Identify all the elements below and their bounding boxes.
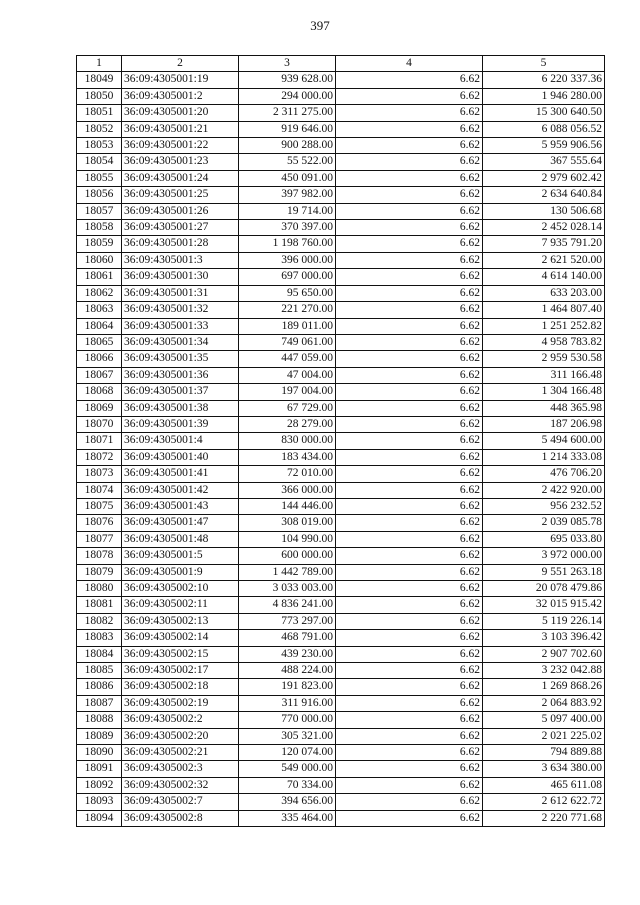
amount-cell: 1 214 333.08 xyxy=(483,449,605,465)
cadastral-number-cell: 36:09:4305001:40 xyxy=(122,449,239,465)
rate-cell: 6.62 xyxy=(336,646,483,662)
amount-cell: 4 614 140.00 xyxy=(483,269,605,285)
amount-cell: 476 706.20 xyxy=(483,466,605,482)
amount-cell: 1 304 166.48 xyxy=(483,384,605,400)
table-row xyxy=(77,531,605,547)
row-number-cell: 18058 xyxy=(77,220,122,236)
row-number-cell: 18071 xyxy=(77,433,122,449)
row-number-cell: 18055 xyxy=(77,170,122,186)
value-cell: 70 334.00 xyxy=(239,777,336,793)
value-cell: 3 033 003.00 xyxy=(239,581,336,597)
cadastral-number-cell: 36:09:4305001:23 xyxy=(122,154,239,170)
amount-cell: 5 119 226.14 xyxy=(483,613,605,629)
value-cell: 549 000.00 xyxy=(239,761,336,777)
cadastral-number-cell: 36:09:4305001:39 xyxy=(122,416,239,432)
amount-cell: 956 232.52 xyxy=(483,498,605,514)
table-row xyxy=(77,351,605,367)
row-number-cell: 18085 xyxy=(77,663,122,679)
value-cell: 366 000.00 xyxy=(239,482,336,498)
amount-cell: 2 452 028.14 xyxy=(483,220,605,236)
table-row xyxy=(77,318,605,334)
row-number-cell: 18074 xyxy=(77,482,122,498)
amount-cell: 32 015 915.42 xyxy=(483,597,605,613)
row-number-cell: 18068 xyxy=(77,384,122,400)
value-cell: 370 397.00 xyxy=(239,220,336,236)
cadastral-number-cell: 36:09:4305002:8 xyxy=(122,810,239,826)
amount-cell: 2 959 530.58 xyxy=(483,351,605,367)
cadastral-number-cell: 36:09:4305002:11 xyxy=(122,597,239,613)
row-number-cell: 18087 xyxy=(77,695,122,711)
value-cell: 394 656.00 xyxy=(239,794,336,810)
amount-cell: 2 039 085.78 xyxy=(483,515,605,531)
row-number-cell: 18057 xyxy=(77,203,122,219)
amount-cell: 2 634 640.84 xyxy=(483,187,605,203)
value-cell: 468 791.00 xyxy=(239,630,336,646)
value-cell: 95 650.00 xyxy=(239,285,336,301)
row-number-cell: 18072 xyxy=(77,449,122,465)
rate-cell: 6.62 xyxy=(336,285,483,301)
table-row xyxy=(77,400,605,416)
rate-cell: 6.62 xyxy=(336,302,483,318)
row-number-cell: 18090 xyxy=(77,745,122,761)
value-cell: 67 729.00 xyxy=(239,400,336,416)
value-cell: 396 000.00 xyxy=(239,252,336,268)
rate-cell: 6.62 xyxy=(336,351,483,367)
table-row xyxy=(77,581,605,597)
cadastral-number-cell: 36:09:4305001:19 xyxy=(122,72,239,88)
value-cell: 55 522.00 xyxy=(239,154,336,170)
row-number-cell: 18061 xyxy=(77,269,122,285)
rate-cell: 6.62 xyxy=(336,679,483,695)
value-cell: 221 270.00 xyxy=(239,302,336,318)
value-cell: 294 000.00 xyxy=(239,88,336,104)
value-cell: 335 464.00 xyxy=(239,810,336,826)
rate-cell: 6.62 xyxy=(336,630,483,646)
table-row xyxy=(77,712,605,728)
cadastral-number-cell: 36:09:4305001:33 xyxy=(122,318,239,334)
rate-cell: 6.62 xyxy=(336,531,483,547)
table-row xyxy=(77,236,605,252)
rate-cell: 6.62 xyxy=(336,712,483,728)
row-number-cell: 18075 xyxy=(77,498,122,514)
rate-cell: 6.62 xyxy=(336,187,483,203)
cadastral-number-cell: 36:09:4305001:30 xyxy=(122,269,239,285)
amount-cell: 5 494 600.00 xyxy=(483,433,605,449)
rate-cell: 6.62 xyxy=(336,269,483,285)
row-number-cell: 18094 xyxy=(77,810,122,826)
row-number-cell: 18083 xyxy=(77,630,122,646)
cadastral-number-cell: 36:09:4305002:32 xyxy=(122,777,239,793)
amount-cell: 2 064 883.92 xyxy=(483,695,605,711)
rate-cell: 6.62 xyxy=(336,728,483,744)
column-header-5: 5 xyxy=(483,56,605,72)
rate-cell: 6.62 xyxy=(336,581,483,597)
table-row xyxy=(77,745,605,761)
value-cell: 488 224.00 xyxy=(239,663,336,679)
row-number-cell: 18081 xyxy=(77,597,122,613)
table-row xyxy=(77,220,605,236)
value-cell: 72 010.00 xyxy=(239,466,336,482)
rate-cell: 6.62 xyxy=(336,794,483,810)
value-cell: 183 434.00 xyxy=(239,449,336,465)
amount-cell: 5 097 400.00 xyxy=(483,712,605,728)
row-number-cell: 18082 xyxy=(77,613,122,629)
value-cell: 28 279.00 xyxy=(239,416,336,432)
cadastral-number-cell: 36:09:4305002:20 xyxy=(122,728,239,744)
cadastral-number-cell: 36:09:4305001:42 xyxy=(122,482,239,498)
amount-cell: 7 935 791.20 xyxy=(483,236,605,252)
table-header xyxy=(77,56,605,72)
rate-cell: 6.62 xyxy=(336,449,483,465)
row-number-cell: 18051 xyxy=(77,105,122,121)
table-row xyxy=(77,121,605,137)
cadastral-number-cell: 36:09:4305001:22 xyxy=(122,138,239,154)
table-row xyxy=(77,761,605,777)
rate-cell: 6.62 xyxy=(336,433,483,449)
amount-cell: 695 033.80 xyxy=(483,531,605,547)
rate-cell: 6.62 xyxy=(336,597,483,613)
value-cell: 600 000.00 xyxy=(239,548,336,564)
table-row xyxy=(77,170,605,186)
table-row xyxy=(77,646,605,662)
table-row xyxy=(77,548,605,564)
cadastral-number-cell: 36:09:4305001:2 xyxy=(122,88,239,104)
value-cell: 308 019.00 xyxy=(239,515,336,531)
amount-cell: 15 300 640.50 xyxy=(483,105,605,121)
value-cell: 1 198 760.00 xyxy=(239,236,336,252)
cadastral-number-cell: 36:09:4305002:7 xyxy=(122,794,239,810)
amount-cell: 3 972 000.00 xyxy=(483,548,605,564)
column-header-2: 2 xyxy=(122,56,239,72)
cadastral-number-cell: 36:09:4305001:41 xyxy=(122,466,239,482)
table-row xyxy=(77,384,605,400)
amount-cell: 2 422 920.00 xyxy=(483,482,605,498)
amount-cell: 1 946 280.00 xyxy=(483,88,605,104)
row-number-cell: 18053 xyxy=(77,138,122,154)
value-cell: 197 004.00 xyxy=(239,384,336,400)
table-body xyxy=(77,72,605,827)
amount-cell: 794 889.88 xyxy=(483,745,605,761)
cadastral-number-cell: 36:09:4305001:26 xyxy=(122,203,239,219)
table-row xyxy=(77,203,605,219)
rate-cell: 6.62 xyxy=(336,695,483,711)
amount-cell: 1 464 807.40 xyxy=(483,302,605,318)
table-row xyxy=(77,597,605,613)
rate-cell: 6.62 xyxy=(336,220,483,236)
table-row xyxy=(77,285,605,301)
row-number-cell: 18062 xyxy=(77,285,122,301)
value-cell: 47 004.00 xyxy=(239,367,336,383)
amount-cell: 2 612 622.72 xyxy=(483,794,605,810)
rate-cell: 6.62 xyxy=(336,482,483,498)
cadastral-number-cell: 36:09:4305001:43 xyxy=(122,498,239,514)
row-number-cell: 18067 xyxy=(77,367,122,383)
amount-cell: 2 907 702.60 xyxy=(483,646,605,662)
row-number-cell: 18073 xyxy=(77,466,122,482)
header-row xyxy=(77,56,605,72)
rate-cell: 6.62 xyxy=(336,515,483,531)
value-cell: 305 321.00 xyxy=(239,728,336,744)
cadastral-number-cell: 36:09:4305002:17 xyxy=(122,663,239,679)
table-row xyxy=(77,728,605,744)
cadastral-number-cell: 36:09:4305001:9 xyxy=(122,564,239,580)
rate-cell: 6.62 xyxy=(336,498,483,514)
row-number-cell: 18091 xyxy=(77,761,122,777)
row-number-cell: 18077 xyxy=(77,531,122,547)
row-number-cell: 18076 xyxy=(77,515,122,531)
row-number-cell: 18054 xyxy=(77,154,122,170)
amount-cell: 2 220 771.68 xyxy=(483,810,605,826)
column-header-1: 1 xyxy=(77,56,122,72)
rate-cell: 6.62 xyxy=(336,663,483,679)
amount-cell: 633 203.00 xyxy=(483,285,605,301)
amount-cell: 465 611.08 xyxy=(483,777,605,793)
row-number-cell: 18060 xyxy=(77,252,122,268)
value-cell: 773 297.00 xyxy=(239,613,336,629)
amount-cell: 3 634 380.00 xyxy=(483,761,605,777)
table-row xyxy=(77,367,605,383)
table-row xyxy=(77,187,605,203)
row-number-cell: 18069 xyxy=(77,400,122,416)
rate-cell: 6.62 xyxy=(336,334,483,350)
value-cell: 311 916.00 xyxy=(239,695,336,711)
table-row xyxy=(77,433,605,449)
row-number-cell: 18070 xyxy=(77,416,122,432)
table-row xyxy=(77,794,605,810)
table-row xyxy=(77,695,605,711)
rate-cell: 6.62 xyxy=(336,416,483,432)
table-row xyxy=(77,482,605,498)
value-cell: 919 646.00 xyxy=(239,121,336,137)
cadastral-number-cell: 36:09:4305002:2 xyxy=(122,712,239,728)
amount-cell: 6 088 056.52 xyxy=(483,121,605,137)
value-cell: 2 311 275.00 xyxy=(239,105,336,121)
cadastral-number-cell: 36:09:4305001:24 xyxy=(122,170,239,186)
amount-cell: 5 959 906.56 xyxy=(483,138,605,154)
cadastral-number-cell: 36:09:4305001:36 xyxy=(122,367,239,383)
table-row xyxy=(77,302,605,318)
amount-cell: 2 979 602.42 xyxy=(483,170,605,186)
row-number-cell: 18050 xyxy=(77,88,122,104)
value-cell: 1 442 789.00 xyxy=(239,564,336,580)
value-cell: 450 091.00 xyxy=(239,170,336,186)
rate-cell: 6.62 xyxy=(336,400,483,416)
value-cell: 191 823.00 xyxy=(239,679,336,695)
value-cell: 830 000.00 xyxy=(239,433,336,449)
rate-cell: 6.62 xyxy=(336,564,483,580)
row-number-cell: 18078 xyxy=(77,548,122,564)
amount-cell: 9 551 263.18 xyxy=(483,564,605,580)
value-cell: 189 011.00 xyxy=(239,318,336,334)
table-row xyxy=(77,613,605,629)
cadastral-number-cell: 36:09:4305001:20 xyxy=(122,105,239,121)
cadastral-number-cell: 36:09:4305002:18 xyxy=(122,679,239,695)
row-number-cell: 18064 xyxy=(77,318,122,334)
table-row xyxy=(77,252,605,268)
rate-cell: 6.62 xyxy=(336,88,483,104)
rate-cell: 6.62 xyxy=(336,236,483,252)
cadastral-number-cell: 36:09:4305001:3 xyxy=(122,252,239,268)
table-row xyxy=(77,449,605,465)
row-number-cell: 18066 xyxy=(77,351,122,367)
cadastral-number-cell: 36:09:4305002:21 xyxy=(122,745,239,761)
row-number-cell: 18080 xyxy=(77,581,122,597)
value-cell: 104 990.00 xyxy=(239,531,336,547)
table-row xyxy=(77,334,605,350)
cadastral-number-cell: 36:09:4305001:5 xyxy=(122,548,239,564)
rate-cell: 6.62 xyxy=(336,318,483,334)
amount-cell: 4 958 783.82 xyxy=(483,334,605,350)
row-number-cell: 18056 xyxy=(77,187,122,203)
cadastral-number-cell: 36:09:4305001:32 xyxy=(122,302,239,318)
cadastral-number-cell: 36:09:4305001:28 xyxy=(122,236,239,252)
table-row xyxy=(77,679,605,695)
rate-cell: 6.62 xyxy=(336,777,483,793)
row-number-cell: 18089 xyxy=(77,728,122,744)
cadastral-number-cell: 36:09:4305001:25 xyxy=(122,187,239,203)
cadastral-number-cell: 36:09:4305001:31 xyxy=(122,285,239,301)
value-cell: 939 628.00 xyxy=(239,72,336,88)
value-cell: 19 714.00 xyxy=(239,203,336,219)
rate-cell: 6.62 xyxy=(336,384,483,400)
cadastral-number-cell: 36:09:4305001:37 xyxy=(122,384,239,400)
cadastral-number-cell: 36:09:4305001:27 xyxy=(122,220,239,236)
table-row xyxy=(77,564,605,580)
row-number-cell: 18049 xyxy=(77,72,122,88)
page-number: 397 xyxy=(310,18,330,33)
rate-cell: 6.62 xyxy=(336,613,483,629)
cadastral-number-cell: 36:09:4305001:47 xyxy=(122,515,239,531)
amount-cell: 130 506.68 xyxy=(483,203,605,219)
amount-cell: 1 269 868.26 xyxy=(483,679,605,695)
table-row xyxy=(77,138,605,154)
rate-cell: 6.62 xyxy=(336,154,483,170)
row-number-cell: 18052 xyxy=(77,121,122,137)
table-row xyxy=(77,269,605,285)
rate-cell: 6.62 xyxy=(336,138,483,154)
value-cell: 439 230.00 xyxy=(239,646,336,662)
rate-cell: 6.62 xyxy=(336,203,483,219)
table-row xyxy=(77,663,605,679)
row-number-cell: 18086 xyxy=(77,679,122,695)
amount-cell: 20 078 479.86 xyxy=(483,581,605,597)
row-number-cell: 18092 xyxy=(77,777,122,793)
cadastral-number-cell: 36:09:4305002:13 xyxy=(122,613,239,629)
cadastral-number-cell: 36:09:4305001:48 xyxy=(122,531,239,547)
cadastral-number-cell: 36:09:4305001:4 xyxy=(122,433,239,449)
amount-cell: 3 232 042.88 xyxy=(483,663,605,679)
cadastral-number-cell: 36:09:4305002:3 xyxy=(122,761,239,777)
row-number-cell: 18063 xyxy=(77,302,122,318)
table-row xyxy=(77,154,605,170)
rate-cell: 6.62 xyxy=(336,121,483,137)
value-cell: 4 836 241.00 xyxy=(239,597,336,613)
amount-cell: 187 206.98 xyxy=(483,416,605,432)
row-number-cell: 18079 xyxy=(77,564,122,580)
rate-cell: 6.62 xyxy=(336,548,483,564)
table-row xyxy=(77,777,605,793)
row-number-cell: 18084 xyxy=(77,646,122,662)
value-cell: 749 061.00 xyxy=(239,334,336,350)
cadastral-number-cell: 36:09:4305002:10 xyxy=(122,581,239,597)
cadastral-number-cell: 36:09:4305001:21 xyxy=(122,121,239,137)
register-table xyxy=(76,55,605,827)
value-cell: 447 059.00 xyxy=(239,351,336,367)
column-header-3: 3 xyxy=(239,56,336,72)
row-number-cell: 18088 xyxy=(77,712,122,728)
table-row xyxy=(77,105,605,121)
table-row xyxy=(77,810,605,826)
amount-cell: 2 621 520.00 xyxy=(483,252,605,268)
row-number-cell: 18065 xyxy=(77,334,122,350)
table-row xyxy=(77,515,605,531)
table-row xyxy=(77,72,605,88)
cadastral-number-cell: 36:09:4305001:35 xyxy=(122,351,239,367)
rate-cell: 6.62 xyxy=(336,761,483,777)
amount-cell: 448 365.98 xyxy=(483,400,605,416)
amount-cell: 1 251 252.82 xyxy=(483,318,605,334)
value-cell: 770 000.00 xyxy=(239,712,336,728)
rate-cell: 6.62 xyxy=(336,367,483,383)
cadastral-number-cell: 36:09:4305002:15 xyxy=(122,646,239,662)
column-header-4: 4 xyxy=(336,56,483,72)
cadastral-number-cell: 36:09:4305002:14 xyxy=(122,630,239,646)
value-cell: 900 288.00 xyxy=(239,138,336,154)
cadastral-number-cell: 36:09:4305001:38 xyxy=(122,400,239,416)
rate-cell: 6.62 xyxy=(336,170,483,186)
rate-cell: 6.62 xyxy=(336,466,483,482)
row-number-cell: 18093 xyxy=(77,794,122,810)
table-row xyxy=(77,88,605,104)
table-row xyxy=(77,466,605,482)
value-cell: 144 446.00 xyxy=(239,498,336,514)
amount-cell: 311 166.48 xyxy=(483,367,605,383)
value-cell: 397 982.00 xyxy=(239,187,336,203)
amount-cell: 3 103 396.42 xyxy=(483,630,605,646)
value-cell: 120 074.00 xyxy=(239,745,336,761)
table-row xyxy=(77,630,605,646)
amount-cell: 6 220 337.36 xyxy=(483,72,605,88)
rate-cell: 6.62 xyxy=(336,72,483,88)
amount-cell: 2 021 225.02 xyxy=(483,728,605,744)
cadastral-number-cell: 36:09:4305002:19 xyxy=(122,695,239,711)
table-row xyxy=(77,498,605,514)
value-cell: 697 000.00 xyxy=(239,269,336,285)
row-number-cell: 18059 xyxy=(77,236,122,252)
table-row xyxy=(77,416,605,432)
rate-cell: 6.62 xyxy=(336,745,483,761)
rate-cell: 6.62 xyxy=(336,252,483,268)
cadastral-number-cell: 36:09:4305001:34 xyxy=(122,334,239,350)
rate-cell: 6.62 xyxy=(336,105,483,121)
amount-cell: 367 555.64 xyxy=(483,154,605,170)
rate-cell: 6.62 xyxy=(336,810,483,826)
